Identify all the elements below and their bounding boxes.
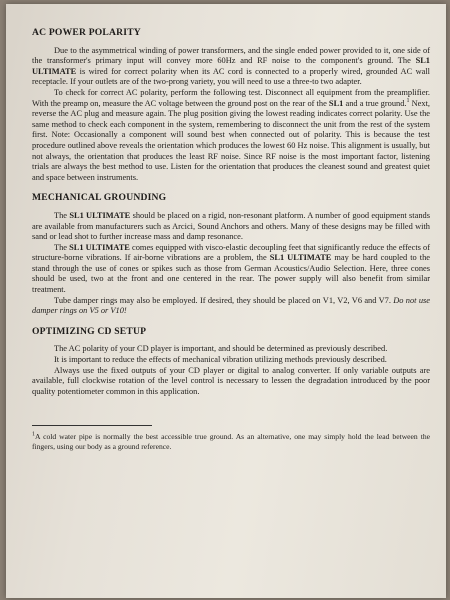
italic-text: Do not use damper rings on V5 or V10! [32,295,430,316]
paragraph [32,46,430,88]
paragraph [32,366,430,398]
text-run: may be hard coupled to the stand through the use of cones or spikes such as those from German Acoustics/Audio Selection. Here, three cones should be used, two at the front and one centered in the rear. The power supply will also benefit from similar treatment. [32,253,430,295]
text-run: The [54,242,70,252]
document-content [32,28,430,452]
section [32,193,430,317]
bold-text: SL1 ULTIMATE [69,242,130,252]
text-run: comes equipped with visco-elastic decoupling feet that significantly reduce the effects of structure-borne vibrations. If air-borne vibrations are a problem, the [32,242,430,263]
text-run: Tube damper rings may also be employed. If desired, they should be placed on V1, V2, V6 and V7. [54,295,394,305]
section-heading: OPTIMIZING CD SETUP [32,325,147,337]
paragraph [32,243,430,296]
paragraph [32,88,430,183]
paragraph [32,355,430,366]
text-run: Always use the fixed outputs of your CD player or digital to analog converter. If only variable outputs are available, full clockwise rotation of the level control is necessary to lessen the degradation introduced by the poor quality potentiometer common in this application. [32,365,430,396]
footnote-text: A cold water pipe is normally the best accessible true ground. As an alternative, one may simply hold the lead between the fingers, using our body as a ground reference. [32,432,430,451]
text-run: Next, reverse the AC plug and measure again. The plug position giving the lowest reading indicates correct polarity. Use the same method to check each component in the system, remembering to disconnect the unit from the rest of the system first. Note: Occasionally a component will sound best when connected out of polarity. This is because the test procedure outlined above reveals the orientation which produces the lowest 60 Hz noise. This alignment is usually, but not always, the orientation that produces the least RF noise. Since RF noise is the most important factor, listening trials are always the best method to use. Listen for the orientation that produces the cleanest sound and greatest quiet and space between instruments. [32,98,431,182]
paragraph [32,344,430,355]
paragraph [32,296,430,317]
bold-text: SL1 ULTIMATE [69,210,131,220]
text-run: To check for correct AC polarity, perform the following test. Disconnect all equipment from the preamplifier. With the preamp on, measure the AC voltage between the ground post on the rear of the [32,87,430,108]
text-run: is wired for correct polarity when its AC cord is connected to a properly wired, grounded AC wall receptacle. If your outlets are of the two-prong variety, you will need to use a three-to two adapter. [32,66,430,87]
section [32,327,430,398]
text-run: It is important to reduce the effects of mechanical vibration utilizing methods previously described. [54,355,387,365]
section-heading: MECHANICAL GROUNDING [32,192,167,204]
text-run: Due to the asymmetrical winding of power transformers, and the single ended power provided to it, one side of the transformer's primary input will convey more 60Hz and RF noise to the component's ground. The [32,45,430,66]
bold-text: SL1 ULTIMATE [32,56,430,76]
paragraph [32,211,430,243]
text-run: The [54,210,70,220]
section-heading: AC POWER POLARITY [32,27,141,38]
document-page [6,4,446,598]
text-run: The AC polarity of your CD player is important, and should be determined as previously described. [54,344,388,354]
footnote-divider [32,425,152,426]
text-run: and a true ground. [343,98,407,108]
text-run: should be placed on a rigid, non-resonant platform. A number of good equipment stands are available from manufacturers such as Arcici, Sound Anchors and others. Many of these designs may be filled with sand or lead shot to further increase mass and damp resonance. [32,210,430,242]
footnote [32,432,430,451]
sections-container [32,28,430,397]
footnote-reference: 1 [406,97,410,104]
bold-text: SL1 ULTIMATE [269,253,332,263]
footnote-marker: 1 [32,431,35,438]
section [32,28,430,183]
bold-text: SL1 [328,98,344,108]
